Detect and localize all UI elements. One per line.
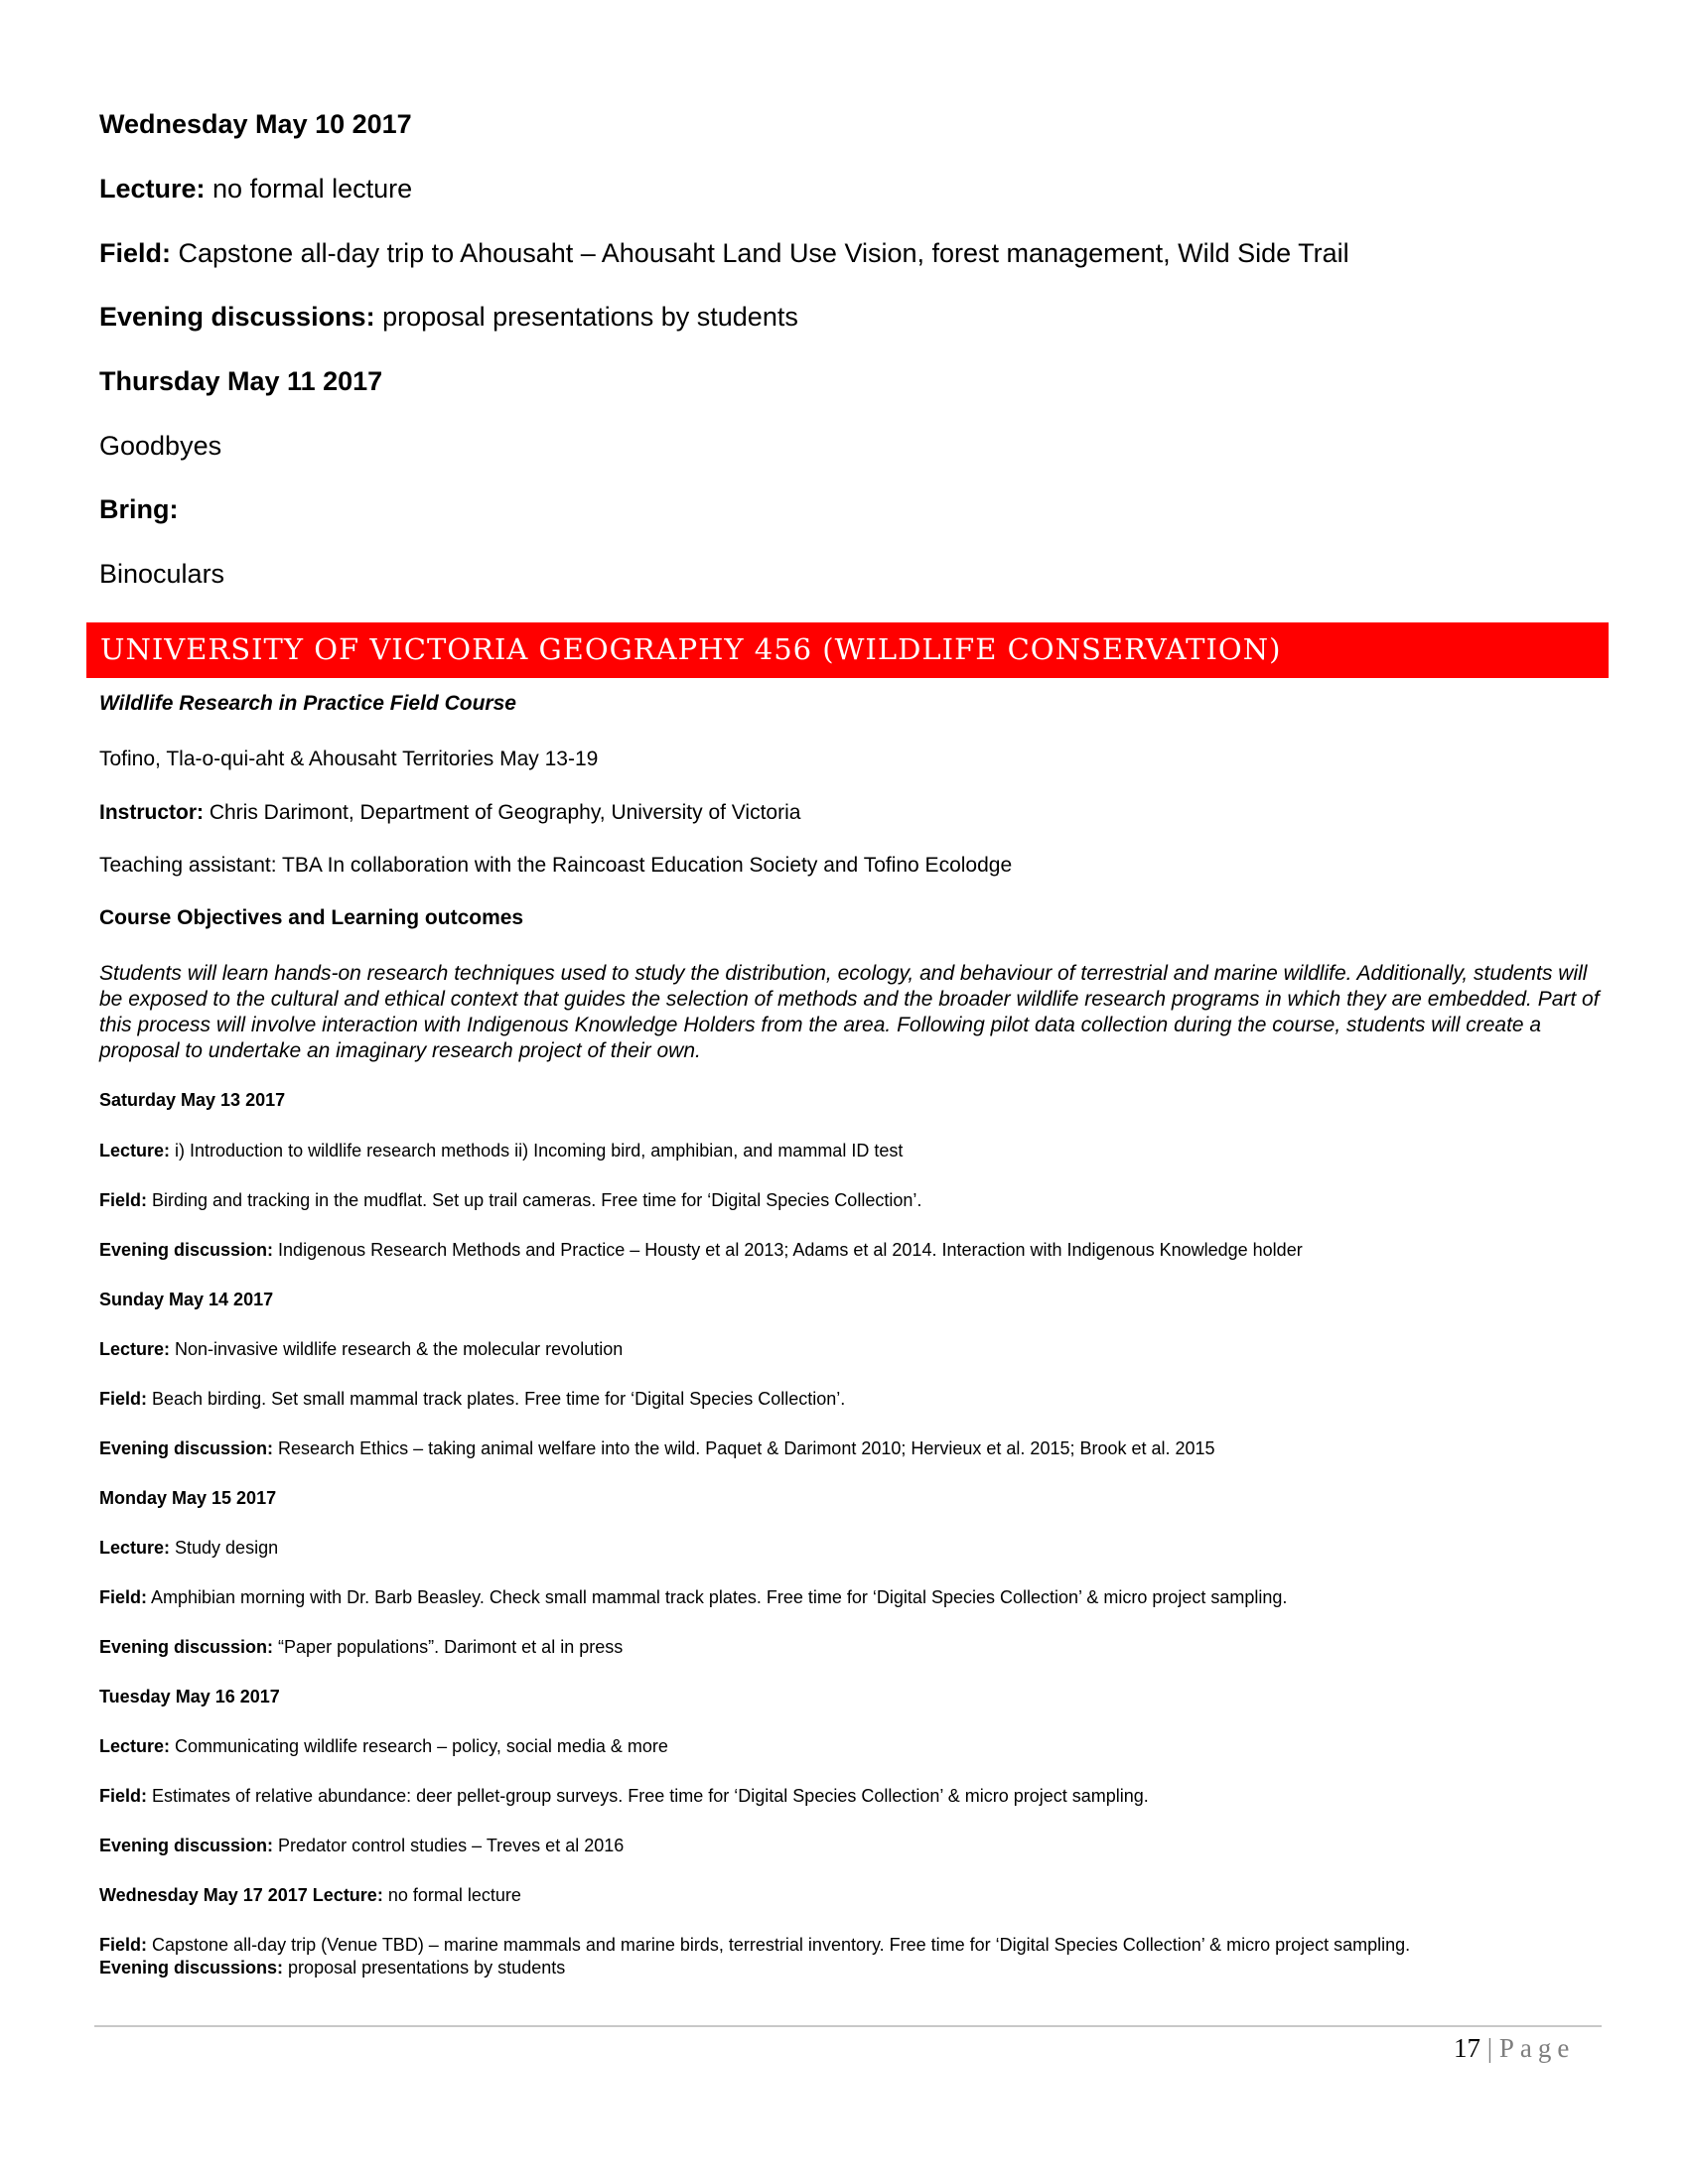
wed-evening-line: [99, 1958, 565, 1979]
course-subtitle: Wildlife Research in Practice Field Course: [99, 692, 516, 715]
wed-heading-lecture-line: [99, 1885, 521, 1906]
mon-lecture-line: [99, 1538, 278, 1559]
mon-field-text: Amphibian morning with Dr. Barb Beasley. Check small mammal track plates. Free time for ‘Digital Species Collection’ & micro project sampling.: [147, 1587, 1288, 1607]
tue-evening-line: [99, 1836, 624, 1856]
sun-field-label: Field:: [99, 1389, 147, 1409]
sun-field-line: [99, 1389, 845, 1410]
tue-field-text: Estimates of relative abundance: deer pellet-group surveys. Free time for ‘Digital Species Collection’ & micro project sampling.: [147, 1786, 1149, 1806]
day-heading-sun: Sunday May 14 2017: [99, 1290, 274, 1309]
tue-evening-text: Predator control studies – Treves et al 2016: [273, 1836, 625, 1855]
wed-lecture-label: Lecture:: [307, 1885, 383, 1905]
page-number: 17: [1454, 2033, 1480, 2063]
day-heading-tue: Tuesday May 16 2017: [99, 1687, 280, 1706]
instructor-line: [99, 801, 800, 825]
tue-field-line: [99, 1786, 1149, 1807]
course-location: Tofino, Tla-o-qui-aht & Ahousaht Territories May 13-19: [99, 748, 599, 770]
wed-evening-text: proposal presentations by students: [283, 1958, 566, 1978]
sat-field-label: Field:: [99, 1190, 147, 1210]
day-heading-thu-may-11: Thursday May 11 2017: [99, 366, 383, 396]
bring-label: Bring:: [99, 494, 179, 524]
wed-field-line: [99, 1935, 1410, 1956]
lecture-label: Lecture:: [99, 174, 206, 204]
sat-evening-line: [99, 1240, 1303, 1261]
field-text: Capstone all-day trip to Ahousaht – Ahousaht Land Use Vision, forest management, Wild Side Trail: [171, 238, 1349, 268]
binoculars-text: Binoculars: [99, 559, 225, 589]
lecture-text: no formal lecture: [205, 174, 413, 204]
sun-evening-label: Evening discussion:: [99, 1438, 274, 1458]
day-heading-sat: Saturday May 13 2017: [99, 1090, 286, 1110]
mon-evening-label: Evening discussion:: [99, 1637, 274, 1657]
sun-lecture-line: [99, 1339, 623, 1360]
sat-field-line: [99, 1190, 921, 1211]
tue-field-label: Field:: [99, 1786, 147, 1806]
tue-lecture-line: [99, 1736, 668, 1757]
wed-field-label: Field:: [99, 1935, 147, 1955]
section-banner: [86, 622, 1609, 678]
objectives-paragraph: Students will learn hands-on research techniques used to study the distribution, ecology, and behaviour of terrestrial and marine wildlife. Additionally, students will be exposed to the cultural and ethical context that guides the selection of methods and the broader wildlife research programs in which they are embedded. Part of this process will involve interaction with Indigenous Knowledge Holders from the area. Following pilot data collection during the course, students will create a proposal to undertake an imaginary research project of their own.: [99, 962, 1600, 1062]
mon-field-label: Field:: [99, 1587, 147, 1607]
teaching-assistant-line: Teaching assistant: TBA In collaboration with the Raincoast Education Society and Tofino Ecolodge: [99, 854, 1013, 877]
page-word: Page: [1498, 2033, 1576, 2063]
sat-lecture-text: i) Introduction to wildlife research methods ii) Incoming bird, amphibian, and mammal ID test: [170, 1141, 904, 1160]
field-label: Field:: [99, 238, 171, 268]
mon-field-line: [99, 1587, 1287, 1608]
lecture-line: [99, 174, 412, 205]
goodbyes-text: Goodbyes: [99, 431, 222, 461]
sun-lecture-label: Lecture:: [99, 1339, 171, 1359]
wed-lecture-text: no formal lecture: [382, 1885, 521, 1905]
sun-lecture-text: Non-invasive wildlife research & the molecular revolution: [170, 1339, 624, 1359]
mon-evening-line: [99, 1637, 623, 1658]
wed-evening-label: Evening discussions:: [99, 1958, 284, 1978]
sun-evening-line: [99, 1438, 1215, 1459]
sat-evening-text: Indigenous Research Methods and Practice – Housty et al 2013; Adams et al 2014. Interaction with Indigenous Knowledge holder: [273, 1240, 1303, 1260]
instructor-text: Chris Darimont, Department of Geography, University of Victoria: [204, 801, 801, 824]
day-heading-wed-may-10: Wednesday May 10 2017: [99, 109, 412, 139]
tue-lecture-text: Communicating wildlife research – policy, social media & more: [170, 1736, 668, 1756]
tue-evening-label: Evening discussion:: [99, 1836, 274, 1855]
page-footer: [1454, 2033, 1575, 2064]
instructor-label: Instructor:: [99, 801, 204, 824]
wed-field-text: Capstone all-day trip (Venue TBD) – marine mammals and marine birds, terrestrial inventory. Free time for ‘Digital Species Collection’ & micro project sampling.: [147, 1935, 1411, 1955]
sat-field-text: Birding and tracking in the mudflat. Set up trail cameras. Free time for ‘Digital Species Collection’.: [147, 1190, 922, 1210]
day-heading-mon: Monday May 15 2017: [99, 1488, 277, 1508]
sun-field-text: Beach birding. Set small mammal track plates. Free time for ‘Digital Species Collection’.: [147, 1389, 846, 1409]
banner-title: UNIVERSITY OF VICTORIA GEOGRAPHY 456 (WILDLIFE CONSERVATION): [100, 632, 1282, 666]
evening-label: Evening discussions:: [99, 302, 375, 332]
day-heading-wed-may-17: Wednesday May 17 2017: [99, 1885, 308, 1905]
sat-lecture-label: Lecture:: [99, 1141, 171, 1160]
field-line: [99, 238, 1349, 269]
mon-evening-text: “Paper populations”. Darimont et al in press: [273, 1637, 624, 1657]
footer-divider: [94, 2025, 1602, 2027]
evening-text: proposal presentations by students: [374, 302, 798, 332]
tue-lecture-label: Lecture:: [99, 1736, 171, 1756]
sun-evening-text: Research Ethics – taking animal welfare into the wild. Paquet & Darimont 2010; Hervieux et al. 2015; Brook et al. 2015: [273, 1438, 1215, 1458]
footer-separator: |: [1486, 2033, 1493, 2063]
objectives-heading: Course Objectives and Learning outcomes: [99, 906, 524, 929]
evening-line: [99, 302, 798, 333]
mon-lecture-label: Lecture:: [99, 1538, 171, 1558]
sat-evening-label: Evening discussion:: [99, 1240, 274, 1260]
mon-lecture-text: Study design: [170, 1538, 279, 1558]
sat-lecture-line: [99, 1141, 903, 1161]
